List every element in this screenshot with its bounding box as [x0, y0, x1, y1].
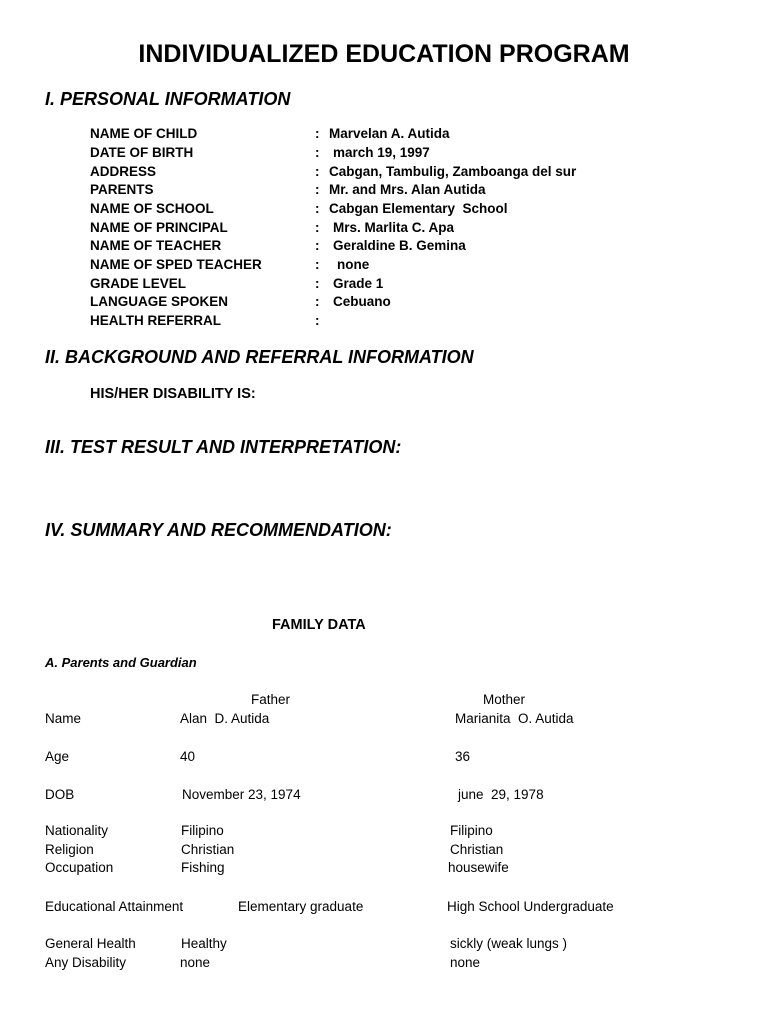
label-address: ADDRESS [90, 164, 157, 179]
label-name-of-sped-teacher: NAME OF SPED TEACHER [90, 257, 262, 272]
father-education: Elementary graduate [238, 899, 364, 914]
colon: : [315, 276, 320, 291]
mother-religion: Christian [450, 842, 504, 857]
value-name-of-sped-teacher: none [337, 257, 370, 272]
value-name-of-teacher: Geraldine B. Gemina [333, 238, 466, 253]
mother-age: 36 [455, 749, 471, 764]
section-test-heading: III. TEST RESULT AND INTERPRETATION: [45, 437, 402, 457]
family-label-any-disability: Any Disability [45, 955, 127, 970]
document-title: INDIVIDUALIZED EDUCATION PROGRAM [138, 40, 630, 68]
label-parents: PARENTS [90, 182, 154, 197]
family-label-age: Age [45, 749, 70, 764]
father-age: 40 [180, 749, 196, 764]
father-occupation: Fishing [181, 860, 225, 875]
father-name: Alan D. Autida [180, 711, 270, 726]
label-health-referral: HEALTH REFERRAL [90, 313, 221, 328]
family-data-title: FAMILY DATA [272, 617, 366, 633]
mother-any-disability: none [450, 955, 481, 970]
family-label-religion: Religion [45, 842, 94, 857]
mother-dob: june 29, 1978 [458, 787, 544, 802]
section-background-heading: II. BACKGROUND AND REFERRAL INFORMATION [45, 347, 474, 367]
disability-label: HIS/HER DISABILITY IS: [90, 386, 256, 402]
label-name-of-principal: NAME OF PRINCIPAL [90, 220, 228, 235]
family-label-general-health: General Health [45, 936, 136, 951]
label-language-spoken: LANGUAGE SPOKEN [90, 294, 229, 309]
label-name-of-school: NAME OF SCHOOL [90, 201, 214, 216]
colon: : [315, 294, 320, 309]
colon: : [315, 238, 320, 253]
value-language-spoken: Cebuano [333, 294, 391, 309]
label-name-of-child: NAME OF CHILD [90, 126, 198, 141]
value-name-of-school: Cabgan Elementary School [329, 201, 508, 216]
mother-header: Mother [483, 692, 526, 707]
section-personal-heading: I. PERSONAL INFORMATION [45, 89, 291, 109]
value-grade-level: Grade 1 [333, 276, 384, 291]
label-grade-level: GRADE LEVEL [90, 276, 187, 291]
value-parents: Mr. and Mrs. Alan Autida [329, 182, 486, 197]
mother-general-health: sickly (weak lungs ) [450, 936, 568, 951]
family-label-dob: DOB [45, 787, 75, 802]
colon: : [315, 201, 320, 216]
mother-nationality: Filipino [450, 823, 493, 838]
colon: : [315, 313, 320, 328]
family-label-education: Educational Attainment [45, 899, 184, 914]
section-summary-heading: IV. SUMMARY AND RECOMMENDATION: [45, 520, 392, 540]
value-name-of-child: Marvelan A. Autida [329, 126, 450, 141]
colon: : [315, 220, 320, 235]
value-name-of-principal: Mrs. Marlita C. Apa [333, 220, 455, 235]
colon: : [315, 257, 320, 272]
value-address: Cabgan, Tambulig, Zamboanga del sur [329, 164, 577, 179]
father-header: Father [251, 692, 291, 707]
father-dob: November 23, 1974 [182, 787, 301, 802]
father-nationality: Filipino [181, 823, 224, 838]
value-date-of-birth: march 19, 1997 [333, 145, 430, 160]
colon: : [315, 164, 320, 179]
colon: : [315, 145, 320, 160]
father-general-health: Healthy [181, 936, 227, 951]
father-any-disability: none [180, 955, 211, 970]
father-religion: Christian [181, 842, 235, 857]
label-date-of-birth: DATE OF BIRTH [90, 145, 194, 160]
family-label-nationality: Nationality [45, 823, 109, 838]
family-label-occupation: Occupation [45, 860, 114, 875]
mother-name: Marianita O. Autida [455, 711, 574, 726]
parents-guardian-subtitle: A. Parents and Guardian [45, 655, 197, 670]
family-label-name: Name [45, 711, 82, 726]
colon: : [315, 182, 320, 197]
label-name-of-teacher: NAME OF TEACHER [90, 238, 222, 253]
colon: : [315, 126, 320, 141]
mother-education: High School Undergraduate [447, 899, 614, 914]
mother-occupation: housewife [448, 860, 509, 875]
